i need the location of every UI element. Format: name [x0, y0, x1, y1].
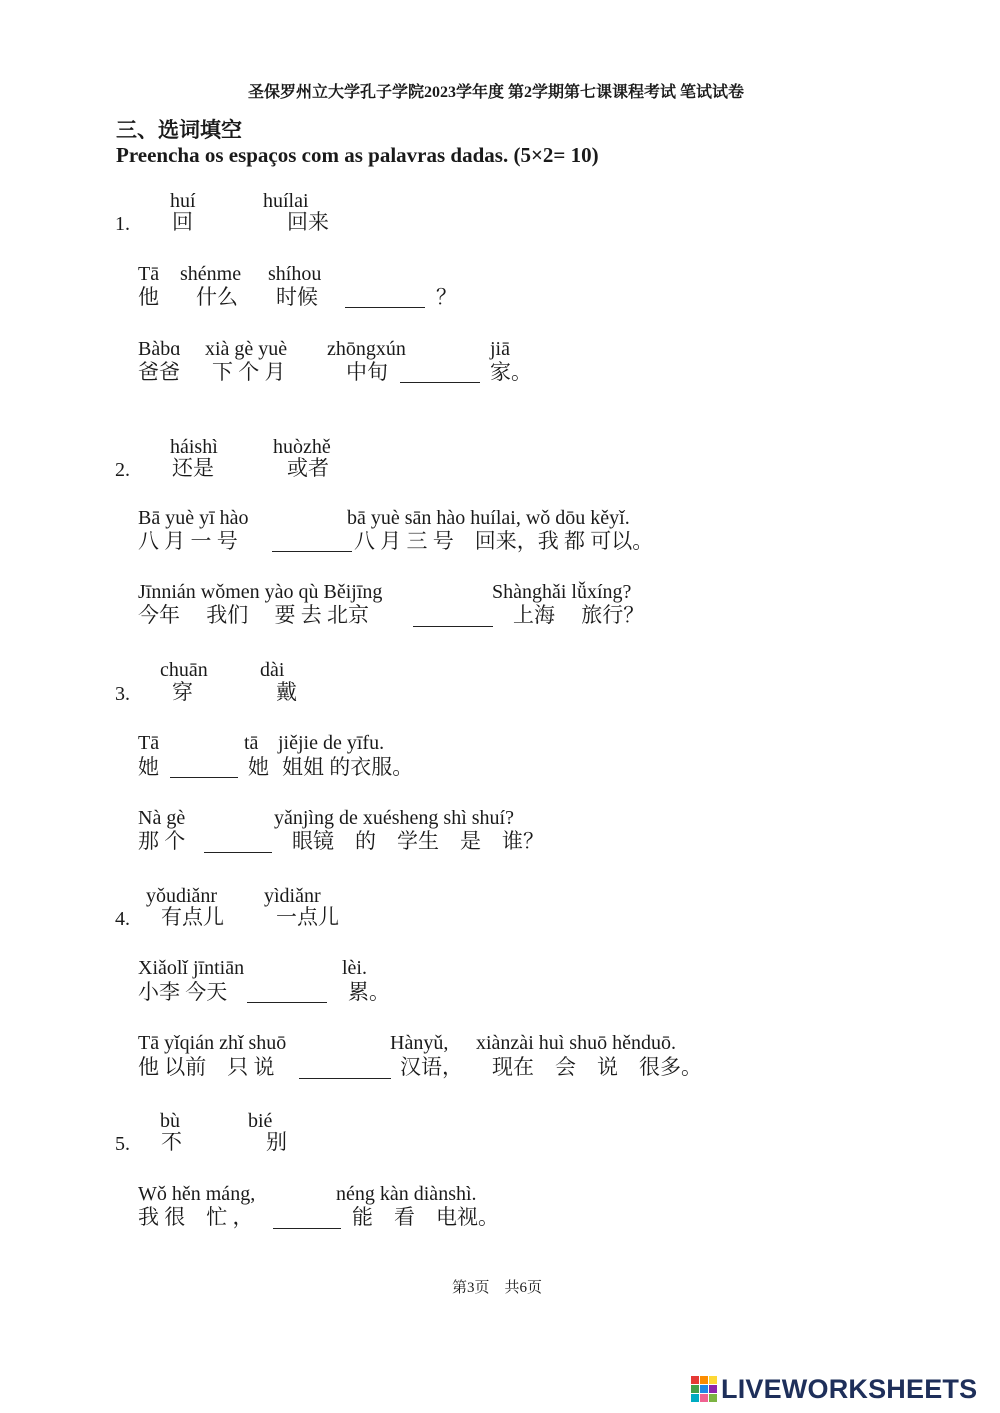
logo-square: [691, 1394, 699, 1402]
q4-s2-pinyin-1: Tā yǐqián zhǐ shuō: [138, 1032, 287, 1054]
q4-s1-answer-blank[interactable]: [247, 1002, 327, 1003]
q4-s2-pinyin-3: xiànzài huì shuō hěnduō.: [476, 1032, 676, 1054]
q1-option2-pinyin: huílai: [263, 190, 309, 212]
q4-option1-pinyin: yǒudiǎnr: [146, 885, 218, 907]
q1-s2-hanzi-3: 中旬: [346, 360, 388, 384]
q2-option1-pinyin: háishì: [170, 436, 218, 458]
q1-s2-pinyin-1: Bàbɑ: [138, 338, 181, 360]
q5-s1-pinyin-2: néng kàn diànshì.: [336, 1183, 477, 1205]
liveworksheets-logo: [691, 1375, 977, 1403]
q1-s2-hanzi-2: 下 个 月: [212, 360, 286, 384]
q3-s1-answer-blank[interactable]: [170, 777, 238, 778]
q3-s2-hanzi-1: 那 个: [138, 829, 186, 853]
q1-s2-hanzi-4: 家。: [490, 360, 532, 384]
q2-s1-pinyin-2: bā yuè sān hào huílai, wǒ dōu kěyǐ.: [347, 507, 630, 529]
section-instruction: Preencha os espaços com as palavras dadas. (5×2= 10): [116, 143, 599, 167]
q5-option2-pinyin: bié: [248, 1110, 273, 1132]
q5-s1-hanzi-1: 我 很 忙 ，: [138, 1205, 254, 1229]
q5-option1-hanzi: 不: [161, 1130, 182, 1154]
q3-s1-hanzi-2: 她: [248, 755, 269, 779]
q5-s1-answer-blank[interactable]: [273, 1228, 341, 1229]
page-number: 第3页 共6页: [452, 1280, 543, 1296]
q4-s2-answer-blank[interactable]: [299, 1078, 391, 1079]
q5-s1-hanzi-2: 能 看 电视。: [352, 1205, 499, 1229]
q3-option2-pinyin: dài: [260, 659, 285, 681]
q2-s1-hanzi-2: 八 月 三 号 回来，我 都 可以。: [354, 529, 654, 553]
q3-s2-hanzi-2: 眼镜 的 学生 是 谁？: [292, 829, 544, 853]
q5-number: 5.: [115, 1133, 130, 1155]
logo-square: [709, 1385, 717, 1393]
q1-s2-pinyin-3: zhōngxún: [327, 338, 406, 360]
q3-option2-hanzi: 戴: [276, 680, 297, 704]
q1-s1-answer-blank[interactable]: [345, 307, 425, 308]
q4-option2-pinyin: yìdiǎnr: [264, 885, 321, 907]
q4-s1-hanzi-2: 累。: [348, 980, 390, 1004]
q2-option1-hanzi: 还是: [172, 456, 214, 480]
q2-s1-pinyin-1: Bā yuè yī hào: [138, 507, 249, 529]
q3-number: 3.: [115, 683, 130, 705]
q5-option1-pinyin: bù: [160, 1110, 180, 1132]
q5-s1-pinyin-1: Wǒ hěn máng,: [138, 1183, 256, 1205]
q2-s2-hanzi-2: 上海 旅行？: [513, 603, 645, 627]
q4-number: 4.: [115, 908, 130, 930]
exam-header: 圣保罗州立大学孔子学院2023学年度 第2学期第七课课程考试 笔试试卷: [248, 84, 745, 101]
q2-s2-answer-blank[interactable]: [413, 626, 493, 627]
q2-option2-hanzi: 或者: [287, 456, 329, 480]
q3-option1-pinyin: chuān: [160, 659, 208, 681]
logo-square: [691, 1385, 699, 1393]
q4-option2-hanzi: 一点儿: [276, 905, 339, 929]
logo-square: [709, 1376, 717, 1384]
q2-option2-pinyin: huòzhě: [273, 436, 331, 458]
q4-s1-hanzi-1: 小李 今天: [138, 980, 228, 1004]
q1-option1-pinyin: huí: [170, 190, 196, 212]
logo-square: [700, 1385, 708, 1393]
q4-option1-hanzi: 有点儿: [161, 905, 224, 929]
q2-s2-hanzi-1: 今年 我们 要 去 北京: [138, 603, 369, 627]
q4-s2-pinyin-2: Hànyǔ,: [390, 1032, 449, 1054]
logo-square: [700, 1376, 708, 1384]
logo-square: [709, 1394, 717, 1402]
q1-option2-hanzi: 回来: [287, 210, 329, 234]
q2-s1-answer-blank[interactable]: [272, 551, 352, 552]
q2-s2-pinyin-2: Shànghǎi lǚxíng?: [492, 581, 632, 603]
q4-s1-pinyin-2: lèi.: [342, 957, 367, 979]
logo-square: [700, 1394, 708, 1402]
q1-s2-answer-blank[interactable]: [400, 382, 480, 383]
q3-s1-pinyin-1: Tā: [138, 732, 160, 754]
q3-s2-pinyin-2: yǎnjìng de xuésheng shì shuí?: [274, 807, 514, 829]
q1-s1-hanzi-3: 时候: [276, 285, 318, 309]
q3-s1-pinyin-3: jiějie de yīfu.: [278, 732, 385, 754]
liveworksheets-logo-icon: [691, 1376, 717, 1402]
logo-square: [691, 1376, 699, 1384]
q1-s1-hanzi-2: 什么: [196, 285, 238, 309]
q4-s2-hanzi-1: 他 以前 只 说: [138, 1055, 275, 1079]
q4-s2-hanzi-2: 汉语，: [400, 1055, 463, 1079]
q4-s1-pinyin-1: Xiǎolǐ jīntiān: [138, 957, 245, 979]
q3-s2-answer-blank[interactable]: [204, 852, 272, 853]
q1-option1-hanzi: 回: [172, 210, 193, 234]
q2-number: 2.: [115, 459, 130, 481]
q1-s1-pinyin-3: shíhou: [268, 263, 322, 285]
q1-s1-end: ？: [436, 285, 457, 309]
q1-s1-pinyin-2: shénme: [180, 263, 242, 285]
q4-s2-hanzi-3: 现在 会 说 很多。: [492, 1055, 702, 1079]
q1-s1-hanzi-1: 他: [138, 285, 159, 309]
q1-s2-hanzi-1: 爸爸: [138, 360, 180, 384]
q1-number: 1.: [115, 213, 130, 235]
q1-s2-pinyin-2: xià gè yuè: [205, 338, 288, 360]
liveworksheets-logo-text: LIVEWORKSHEETS: [721, 1373, 978, 1404]
section-title: 三、选词填空: [116, 118, 242, 142]
q1-s1-pinyin-1: Tā: [138, 263, 160, 285]
q1-s2-pinyin-4: jiā: [490, 338, 510, 360]
q5-option2-hanzi: 别: [266, 1130, 287, 1154]
q2-s1-hanzi-1: 八 月 一 号: [138, 529, 238, 553]
q3-option1-hanzi: 穿: [172, 680, 193, 704]
q3-s1-pinyin-2: tā: [244, 732, 259, 754]
q3-s1-hanzi-3: 姐姐 的衣服。: [282, 755, 414, 779]
q3-s1-hanzi-1: 她: [138, 755, 159, 779]
q3-s2-pinyin-1: Nà gè: [138, 807, 186, 829]
q2-s2-pinyin-1: Jīnnián wǒmen yào qù Běijīng: [138, 581, 383, 603]
